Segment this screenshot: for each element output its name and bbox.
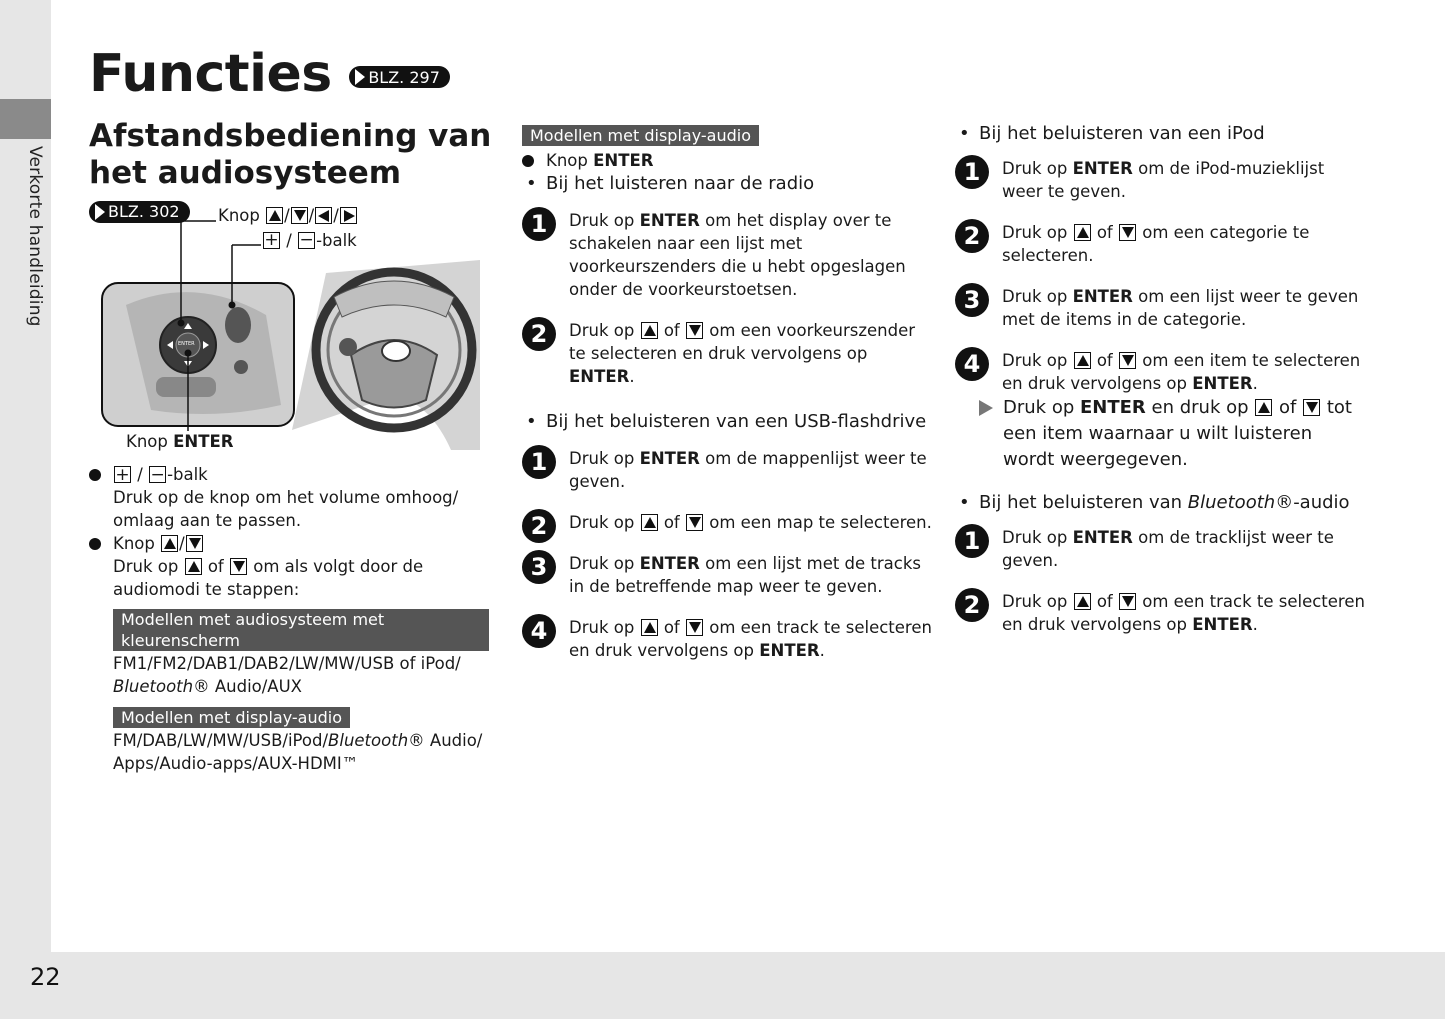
page-ref-badge[interactable]: [349, 66, 450, 88]
step: [955, 221, 1365, 267]
step: [955, 526, 1365, 572]
volume-item-label: -balk: [167, 465, 208, 484]
bt-bullet-italic: Bluetooth: [1187, 492, 1276, 513]
step-text: [569, 209, 932, 301]
step-text: [569, 511, 932, 534]
step-number-icon: 1: [955, 524, 989, 558]
balk-callout-label: -balk: [316, 231, 357, 250]
volume-item-text: Druk op de knop om het volume omhoog/ omlaag aan te passen.: [113, 488, 459, 530]
of-word: of: [1096, 223, 1113, 242]
arrow-up-key-icon: [641, 619, 658, 636]
ipod-sub-note: [979, 395, 1365, 473]
arrow-down-key-icon: [1119, 352, 1136, 369]
enter-button-mini-label: ENTER: [178, 341, 195, 347]
enter-word: ENTER: [1072, 287, 1133, 306]
druk-op-word: Druk op: [1002, 351, 1068, 370]
plus-key-icon: [114, 466, 131, 483]
step-body: om een lijst met de tracks in de betreffende map weer te geven.: [569, 554, 922, 596]
mode-item: Knop / Druk op of om als volgt door de audiomodi te stappen: Modellen met audiosysteem met kleurenscherm FM1/FM2/DAB1/DAB2/LW/MW/USB of iPod/ Bluetooth® Audio/AUX Modellen met display-audio FM/DAB/LW/MW/USB/iPod/Bluetooth® Audio/ Apps/Audio-apps/AUX-HDMI™: [89, 532, 489, 775]
arrow-down-key-icon: [686, 322, 703, 339]
mode-item-text: [113, 555, 489, 601]
step-number-icon: 3: [522, 550, 556, 584]
druk-op-word: Druk op: [1002, 592, 1068, 611]
model2-text-b: ® Audio/ Apps/Audio-apps/AUX-HDMI™: [113, 731, 483, 773]
step-text: [1002, 285, 1365, 331]
page-title-text: Functies: [89, 44, 332, 104]
arrow-up-key-icon: [1074, 352, 1091, 369]
step-body: om een lijst weer te geven met de items in de categorie.: [1002, 287, 1359, 329]
step-body: om een item te selecteren en druk vervolgens op: [1002, 351, 1361, 393]
mode-text-a: Druk op: [113, 557, 179, 576]
step: [955, 157, 1365, 203]
right-column: [955, 122, 1365, 654]
steering-wheel-drawing: [96, 205, 486, 455]
sub-text-b: tot een item waarnaar u wilt luisteren wordt weergegeven.: [1003, 397, 1352, 470]
knop-callout: Knop / / /: [218, 206, 358, 225]
radio-bullet: • Bij het luisteren naar de radio: [522, 172, 932, 195]
arrow-down-key-icon: [1303, 399, 1320, 416]
step: [522, 319, 932, 388]
arrow-up-key-icon: [161, 535, 178, 552]
step-number-icon: 1: [522, 445, 556, 479]
druk-op-word: Druk op: [569, 449, 635, 468]
footer-bar: [51, 952, 1445, 1019]
step-number-icon: 1: [955, 155, 989, 189]
model1-text-b: ® Audio/AUX: [193, 677, 302, 696]
bluetooth-steps: [955, 526, 1365, 636]
enter-callout-pre: Knop: [126, 432, 168, 451]
druk-op-word: Druk op: [1002, 223, 1068, 242]
arrow-up-key-icon: [641, 322, 658, 339]
step-text: [569, 447, 932, 493]
triangle-right-icon: [979, 400, 993, 416]
sidebar-label: Verkorte handleiding: [25, 146, 45, 327]
minus-key-icon: [149, 466, 166, 483]
step-text: [1002, 526, 1365, 572]
arrow-up-key-icon: [1255, 399, 1272, 416]
bluetooth-bullet: [955, 491, 1365, 514]
step: [522, 552, 932, 598]
step-text: [1002, 349, 1365, 395]
arrow-down-key-icon: [1119, 224, 1136, 241]
enter-word: ENTER: [759, 641, 820, 660]
enter-callout-bold: ENTER: [173, 432, 234, 451]
druk-op-word: Druk op: [569, 513, 635, 532]
section-ref-text: BLZ. 302: [108, 202, 180, 221]
step-number-icon: 2: [522, 317, 556, 351]
of-word: of: [663, 618, 680, 637]
sub-text-a: en druk op: [1151, 397, 1249, 418]
bt-bullet-b: ®-audio: [1275, 492, 1350, 513]
step-body: om de mappenlijst weer te geven.: [569, 449, 927, 491]
enter-word: ENTER: [1080, 397, 1146, 418]
step-body: om een map te selecteren.: [709, 513, 932, 532]
model1-text-a: FM1/FM2/DAB1/DAB2/LW/MW/USB of iPod/: [113, 654, 461, 673]
middle-column: [522, 124, 932, 680]
arrow-down-key-icon: [230, 558, 247, 575]
step-number-icon: 4: [522, 614, 556, 648]
balk-callout-sep: /: [286, 231, 292, 250]
enter-word: ENTER: [1192, 615, 1253, 634]
step: [955, 285, 1365, 331]
step-end: .: [819, 641, 825, 660]
arrow-down-key-icon: [686, 619, 703, 636]
model2-italic: Bluetooth: [328, 731, 409, 750]
step-body: om de iPod-muzieklijst weer te geven.: [1002, 159, 1325, 201]
step-text: [569, 552, 932, 598]
druk-op-word: Druk op: [1002, 159, 1068, 178]
step: [522, 447, 932, 493]
enter-word: ENTER: [1192, 374, 1253, 393]
step-body: om een categorie te selecteren.: [1002, 223, 1310, 265]
mode-text-of: of: [207, 557, 224, 576]
step-number-icon: 3: [955, 283, 989, 317]
page-ref-text: BLZ. 297: [368, 67, 440, 87]
step-text: [1002, 590, 1365, 636]
enter-word: ENTER: [1072, 159, 1133, 178]
arrow-right-icon: [355, 69, 365, 85]
mode-item-label: Knop: [113, 534, 155, 553]
enter-callout: [126, 432, 233, 451]
of-word: of: [1279, 397, 1297, 418]
step-number-icon: 2: [955, 588, 989, 622]
arrow-down-key-icon: [186, 535, 203, 552]
druk-op-word: Druk op: [569, 211, 635, 230]
knop-enter-bold: ENTER: [593, 151, 654, 170]
druk-op-word: Druk op: [569, 321, 635, 340]
enter-word: ENTER: [569, 367, 630, 386]
enter-word: ENTER: [639, 554, 700, 573]
step: [522, 209, 932, 301]
step-body: om een track te selecteren en druk vervolgens op: [1002, 592, 1365, 634]
knop-enter-label: Knop: [546, 151, 588, 170]
ipod-bullet: • Bij het beluisteren van een iPod: [955, 122, 1365, 145]
knop-enter-item: [522, 149, 932, 172]
step-end: .: [1252, 615, 1258, 634]
step-body: om een track te selecteren en druk vervolgens op: [569, 618, 932, 660]
left-column: [89, 463, 489, 775]
volume-item: + / −-balk Druk op de knop om het volume omhoog/ omlaag aan te passen.: [89, 463, 489, 532]
usb-bullet: • Bij het beluisteren van een USB-flashdrive: [522, 410, 932, 433]
knop-callout-label: Knop: [218, 206, 260, 225]
step-text: [569, 319, 932, 388]
usb-steps: [522, 447, 932, 662]
model-label-display-audio-middle: Modellen met display-audio: [522, 125, 759, 146]
step-text: [1002, 157, 1365, 203]
model-label-display-audio: Modellen met display-audio: [113, 707, 350, 728]
of-word: of: [663, 321, 680, 340]
enter-word: ENTER: [639, 449, 700, 468]
step: [955, 590, 1365, 636]
step-end: .: [629, 367, 635, 386]
druk-op-word: Druk op: [569, 554, 635, 573]
steering-wheel-illustration: [96, 205, 486, 455]
step-number-icon: 2: [955, 219, 989, 253]
model1-modes: [113, 652, 489, 698]
arrow-up-key-icon: [641, 514, 658, 531]
model2-text-a: FM/DAB/LW/MW/USB/iPod/: [113, 731, 329, 750]
enter-word: ENTER: [1072, 528, 1133, 547]
sidebar-tab-marker: [0, 99, 51, 139]
step: [522, 616, 932, 662]
of-word: of: [1096, 592, 1113, 611]
step: [522, 511, 932, 540]
of-word: of: [663, 513, 680, 532]
step-text: [1002, 221, 1365, 267]
step-end: .: [1252, 374, 1258, 393]
step-body: om de tracklijst weer te geven.: [1002, 528, 1334, 570]
page-title: [89, 44, 450, 104]
arrow-up-key-icon: [185, 558, 202, 575]
radio-steps: [522, 209, 932, 388]
arrow-down-key-icon: [686, 514, 703, 531]
arrow-down-key-icon: [1119, 593, 1136, 610]
section-title-text: Afstandsbediening van het audiosysteem: [89, 118, 492, 191]
model1-italic: Bluetooth: [113, 677, 194, 696]
step: [955, 349, 1365, 395]
model2-modes: [113, 729, 489, 775]
arrow-up-key-icon: [1074, 593, 1091, 610]
page-number: 22: [30, 963, 61, 991]
step-body: om een voorkeurszender te selecteren en druk vervolgens op: [569, 321, 916, 363]
arrow-up-key-icon: [1074, 224, 1091, 241]
of-word: of: [1096, 351, 1113, 370]
bt-bullet-a: Bij het beluisteren van: [979, 492, 1183, 513]
druk-op-word: Druk op: [1002, 287, 1068, 306]
enter-word: ENTER: [639, 211, 700, 230]
step-text: [569, 616, 932, 662]
mode-text-b: om als volgt door de audiomodi te stappen:: [113, 557, 424, 599]
druk-op-word: Druk op: [1002, 528, 1068, 547]
model-label-kleurenscherm: Modellen met audiosysteem met kleurenscherm: [113, 609, 489, 651]
step-body: om het display over te schakelen naar een lijst met voorkeurszenders die u hebt opgeslagen onder de voorkeurstoetsen.: [569, 211, 906, 299]
step-number-icon: 4: [955, 347, 989, 381]
druk-op-word: Druk op: [1003, 397, 1075, 418]
step-number-icon: 1: [522, 207, 556, 241]
ipod-steps: [955, 157, 1365, 473]
druk-op-word: Druk op: [569, 618, 635, 637]
step-number-icon: 2: [522, 509, 556, 543]
